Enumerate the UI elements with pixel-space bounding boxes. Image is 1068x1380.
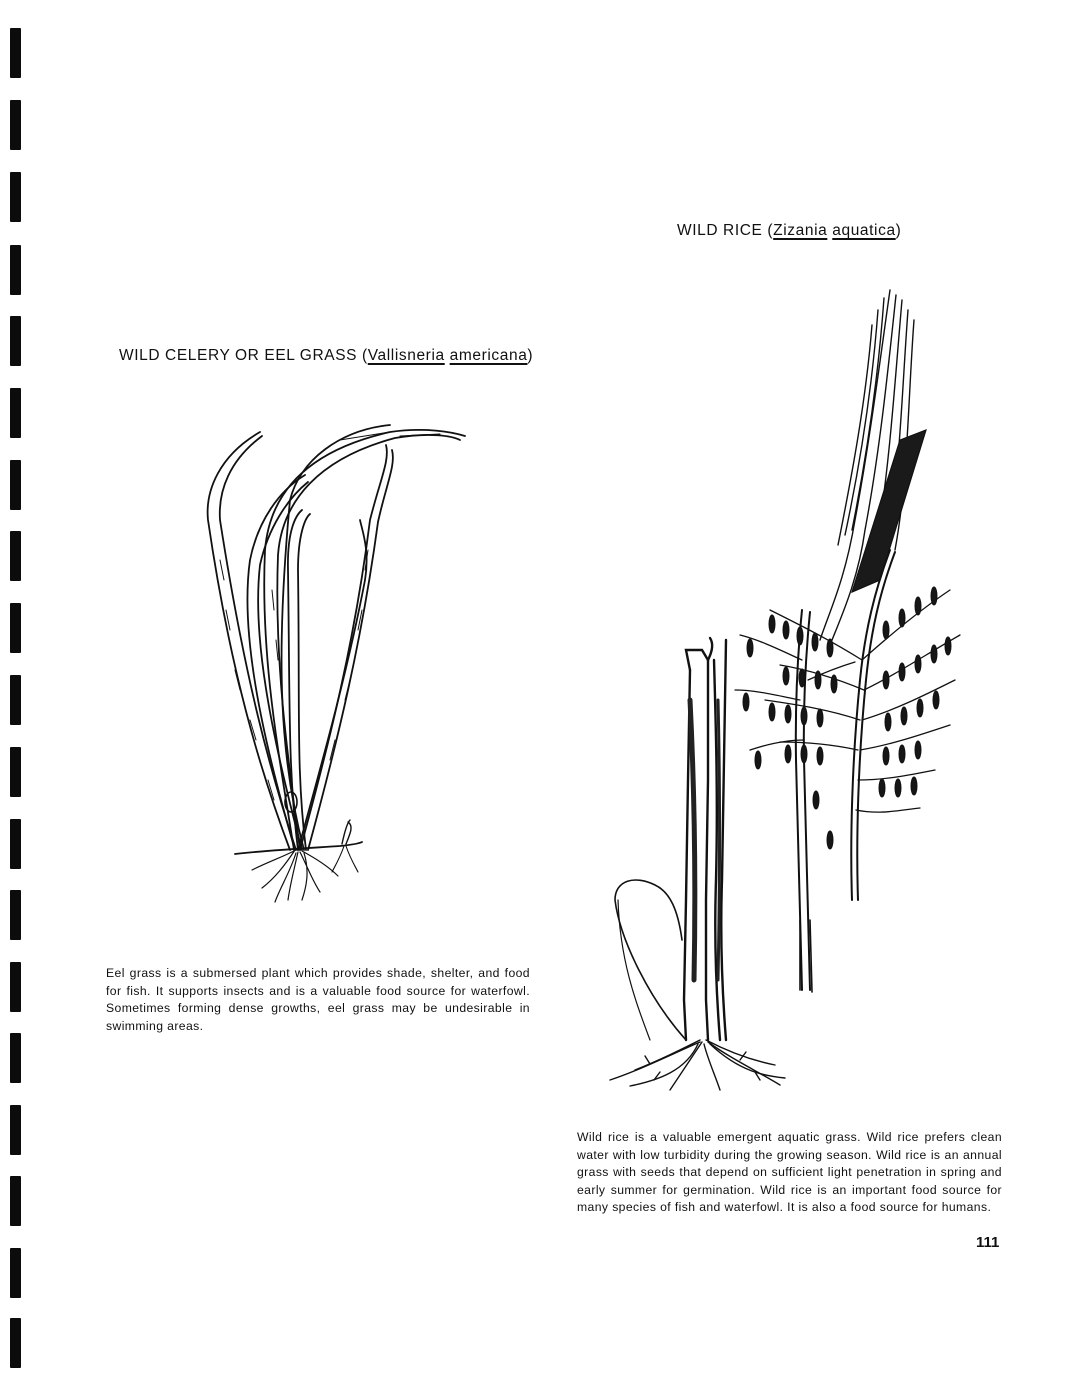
wild-rice-title-suffix: ) [895, 222, 902, 239]
eel-grass-illustration [190, 410, 480, 910]
binding-hole [10, 1248, 21, 1298]
binding-hole [10, 388, 21, 438]
binding-hole [10, 28, 21, 78]
binding-hole [10, 1033, 21, 1083]
binding-hole [10, 819, 21, 869]
wild-rice-genus: Zizania [773, 222, 828, 239]
binding-hole [10, 1176, 21, 1226]
wild-rice-title [677, 222, 901, 240]
wild-celery-title-prefix: WILD CELERY OR EEL GRASS ( [119, 347, 368, 364]
wild-rice-description: Wild rice is a valuable emergent aquatic grass. Wild rice prefers clean water with low turbidity during the growing season. Wild rice is an annual grass with seeds that depend on sufficient light penetration in spring and early summer for germination. Wild rice is an important food source for many species of fish and waterfowl. It is also a food source for humans. [577, 1130, 1002, 1214]
binding-hole [10, 1105, 21, 1155]
wild-celery-title [119, 347, 533, 365]
wild-rice-illustration [590, 280, 990, 1100]
wild-celery-genus: Vallisneria [367, 347, 445, 364]
wild-rice-species: aquatica [832, 222, 896, 239]
binding-holes [0, 0, 30, 1380]
binding-hole [10, 603, 21, 653]
binding-hole [10, 962, 21, 1012]
binding-hole [10, 531, 21, 581]
binding-hole [10, 172, 21, 222]
binding-hole [10, 316, 21, 366]
binding-hole [10, 675, 21, 725]
binding-hole [10, 890, 21, 940]
wild-celery-species: americana [449, 347, 528, 364]
binding-hole [10, 100, 21, 150]
binding-hole [10, 460, 21, 510]
binding-hole [10, 245, 21, 295]
page-number: 111 [976, 1234, 1000, 1251]
eel-grass-description: Eel grass is a submersed plant which provides shade, shelter, and food for fish. It supports insects and is a valuable food source for waterfowl. Sometimes forming dense growths, eel grass may be undesirable in swimming areas. [106, 966, 530, 1033]
binding-hole [10, 747, 21, 797]
binding-hole [10, 1318, 21, 1368]
wild-celery-title-suffix: ) [527, 347, 534, 364]
wild-rice-title-prefix: WILD RICE ( [677, 222, 774, 239]
